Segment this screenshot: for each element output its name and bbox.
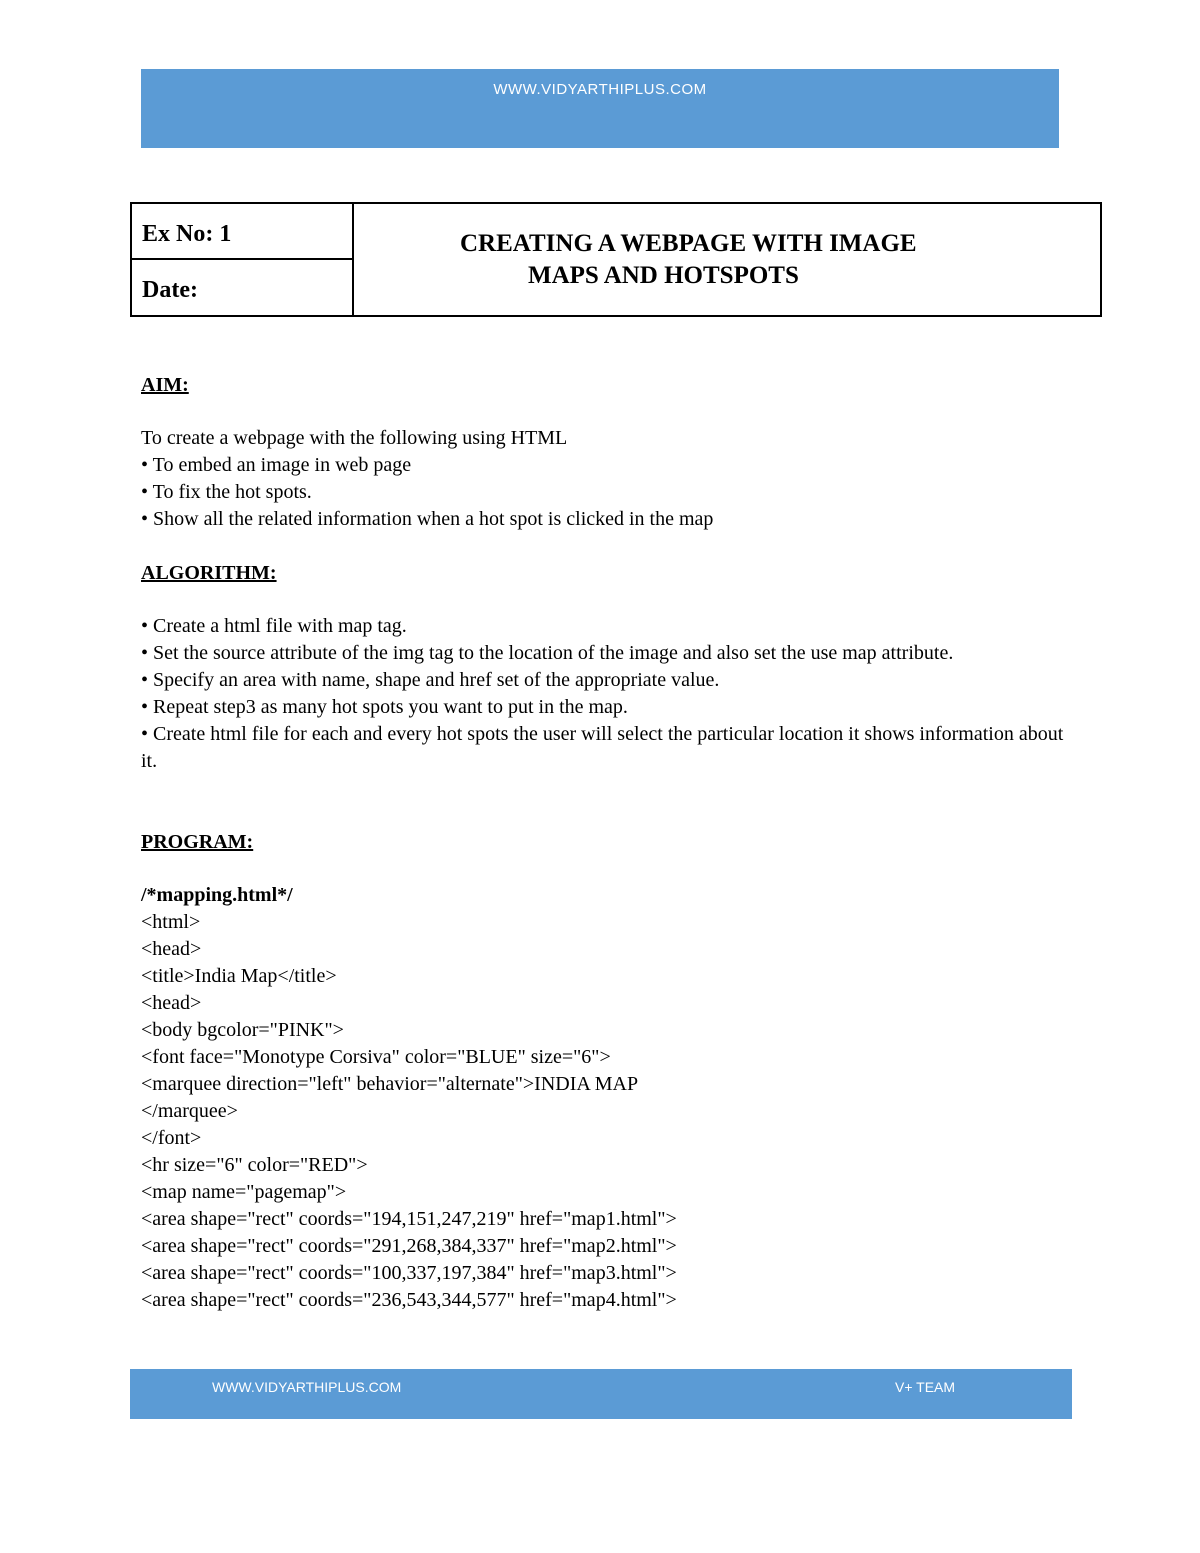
algorithm-item: • Create a html file with map tag. <box>141 615 407 637</box>
aim-item: • To embed an image in web page <box>141 454 412 476</box>
algorithm-item: • Specify an area with name, shape and href set of the appropriate value. <box>141 669 720 691</box>
algorithm-item: • Create html file for each and every hot spots the user will select the particular location it shows information about it. <box>141 723 1064 772</box>
algorithm-item: • Set the source attribute of the img tag to the location of the image and also set the use map attribute. <box>141 642 954 664</box>
program-code <box>141 909 1071 1314</box>
code-line: <title>India Map</title> <box>141 965 337 987</box>
code-line: <head> <box>141 938 202 960</box>
code-line: <map name="pagemap"> <box>141 1181 347 1203</box>
code-line: <body bgcolor="PINK"> <box>141 1019 344 1041</box>
footer-site-url: WWW.VIDYARTHIPLUS.COM <box>212 1379 402 1395</box>
exercise-date: Date: <box>142 277 198 303</box>
code-line: <area shape="rect" coords="291,268,384,337" href="map2.html"> <box>141 1235 677 1257</box>
footer-team: V+ TEAM <box>895 1379 956 1395</box>
code-line: <hr size="6" color="RED"> <box>141 1154 368 1176</box>
aim-item: • Show all the related information when a hot spot is clicked in the map <box>141 508 714 530</box>
program-heading: PROGRAM: <box>141 831 254 853</box>
algorithm-item: • Repeat step3 as many hot spots you want to put in the map. <box>141 696 628 718</box>
aim-intro: To create a webpage with the following using HTML <box>141 427 568 449</box>
code-line: </font> <box>141 1127 202 1149</box>
code-line: <head> <box>141 992 202 1014</box>
exercise-meta <box>132 204 354 315</box>
aim-heading: AIM: <box>141 374 189 396</box>
aim-item: • To fix the hot spots. <box>141 481 312 503</box>
code-line: </marquee> <box>141 1100 238 1122</box>
footer-banner <box>130 1369 1072 1419</box>
program-file-comment: /*mapping.html*/ <box>141 884 293 906</box>
code-line: <area shape="rect" coords="100,337,197,384" href="map3.html"> <box>141 1262 677 1284</box>
exercise-title-line2: MAPS AND HOTSPOTS <box>528 262 799 289</box>
code-line: <marquee direction="left" behavior="alternate">INDIA MAP <box>141 1073 639 1095</box>
algorithm-heading: ALGORITHM: <box>141 562 277 584</box>
exercise-title <box>354 204 1100 315</box>
document-body <box>141 372 1071 1314</box>
exercise-header-table <box>130 202 1102 317</box>
header-banner <box>141 69 1059 148</box>
code-line: <font face="Monotype Corsiva" color="BLUE" size="6"> <box>141 1046 611 1068</box>
code-line: <area shape="rect" coords="194,151,247,219" href="map1.html"> <box>141 1208 677 1230</box>
header-site-url: WWW.VIDYARTHIPLUS.COM <box>493 81 707 98</box>
code-line: <html> <box>141 911 201 933</box>
code-line: <area shape="rect" coords="236,543,344,577" href="map4.html"> <box>141 1289 677 1311</box>
exercise-number: Ex No: 1 <box>132 204 352 260</box>
exercise-title-line1: CREATING A WEBPAGE WITH IMAGE <box>460 230 917 257</box>
